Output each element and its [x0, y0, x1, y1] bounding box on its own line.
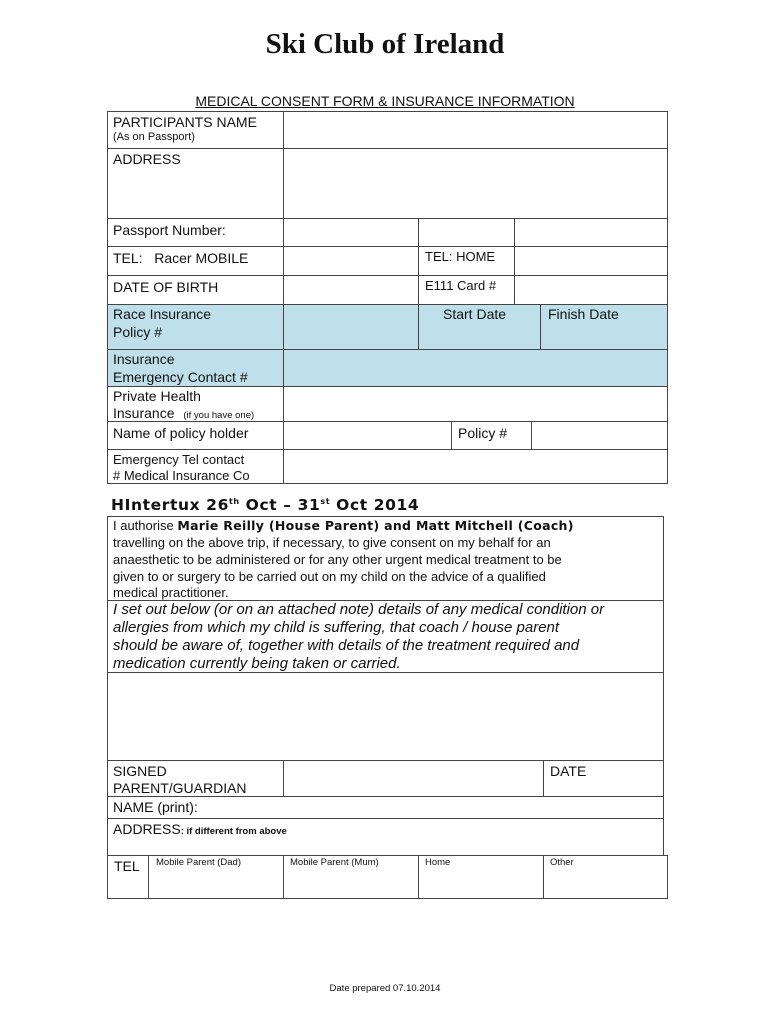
row-divider [107, 818, 664, 819]
mobile-dad-label: Mobile Parent (Dad) [156, 857, 242, 868]
col-divider [283, 111, 284, 484]
insurance-label: Insurance [113, 351, 175, 367]
row-divider [107, 449, 668, 450]
other-label: Other [550, 857, 574, 868]
mobile-mum-field[interactable] [285, 872, 417, 897]
tel-label: TEL [114, 858, 140, 874]
medical-instruction-line: should be aware of, together with details of the treatment required and [113, 637, 580, 654]
emergency-tel-field[interactable] [285, 451, 666, 483]
policy-holder-field[interactable] [285, 423, 450, 448]
col-divider [543, 855, 544, 899]
consent-line: anaesthetic to be administered or for any other urgent medical treatment to be [113, 552, 562, 567]
address-hint: : if different from above [180, 826, 287, 837]
home-tel-field[interactable] [516, 248, 666, 274]
name-print-label: NAME (print): [113, 799, 198, 815]
e111-label: E111 Card # [425, 278, 497, 293]
col-divider [418, 218, 419, 349]
col-divider [540, 304, 541, 349]
trip-heading [111, 496, 419, 514]
policy-number-field[interactable] [533, 423, 666, 448]
parent-guardian-label: PARENT/GUARDIAN [113, 780, 247, 796]
medical-instruction-line: I set out below (or on an attached note) details of any medical condition or [113, 601, 605, 618]
signature-field[interactable] [285, 762, 541, 795]
address-field[interactable] [285, 150, 666, 217]
consent-first-line [113, 518, 574, 535]
consent-line: medical practitioner. [113, 585, 229, 600]
emergency-contact-label: Emergency Contact # [113, 369, 248, 385]
signature-date-field[interactable] [545, 780, 662, 795]
col-divider [283, 760, 284, 796]
start-date-label: Start Date [443, 306, 507, 322]
medical-instruction-line: allergies from which my child is suffering, that coach / house parent [113, 619, 560, 636]
passport-number-field[interactable] [285, 220, 417, 245]
row-divider [107, 148, 668, 149]
trip-heading-b: Oct – 31 [239, 496, 321, 514]
date-prepared: Date prepared 07.10.2014 [329, 983, 441, 994]
emergency-tel-label: Emergency Tel contact [113, 452, 245, 467]
other-phone-field[interactable] [545, 872, 666, 897]
medical-insurance-co-label: # Medical Insurance Co [113, 468, 250, 483]
private-health-insurance-text: Insurance [113, 405, 175, 421]
consent-intro: I authorise [113, 518, 178, 533]
col-divider [543, 760, 544, 796]
mobile-mum-label: Mobile Parent (Mum) [290, 857, 379, 868]
signed-label: SIGNED [113, 763, 167, 779]
address-section-label [113, 820, 287, 841]
date-label: DATE [550, 763, 587, 779]
row-divider [107, 349, 668, 350]
trip-heading-sup2: st [320, 496, 331, 506]
signature-address-label: ADDRESS [113, 821, 181, 837]
consent-line: given to or surgery to be carried out on my child on the advice of a qualified [113, 569, 546, 584]
mobile-dad-field[interactable] [150, 872, 282, 897]
tel-home-label: TEL: HOME [425, 249, 496, 264]
page-title: Ski Club of Ireland [265, 28, 505, 60]
policy-number-label: Policy # [458, 425, 508, 441]
dob-label: DATE OF BIRTH [113, 279, 219, 295]
medical-instruction-line: medication currently being taken or carried. [113, 655, 401, 672]
col-divider [418, 855, 419, 899]
dob-field[interactable] [285, 277, 417, 303]
address-label: ADDRESS [113, 151, 181, 167]
finish-date-label: Finish Date [548, 306, 619, 322]
col-divider [451, 421, 452, 449]
medical-details-field[interactable] [109, 674, 662, 759]
private-health-field[interactable] [285, 388, 666, 420]
col-divider [514, 218, 515, 304]
race-policy-field[interactable] [285, 306, 417, 348]
row-divider [107, 218, 668, 219]
mobile-field[interactable] [285, 248, 417, 274]
participant-name-label: PARTICIPANTS NAME [113, 114, 257, 130]
trip-heading-sup1: th [228, 496, 240, 506]
policy-holder-label: Name of policy holder [113, 425, 249, 441]
private-health-insurance-label [113, 404, 254, 425]
race-policy-label: Policy # [113, 324, 163, 340]
consent-names: Marie Reilly (House Parent) and Matt Mitchell (Coach) [177, 518, 574, 533]
private-health-hint: (if you have one) [183, 410, 255, 421]
trip-heading-c: Oct 2014 [330, 496, 420, 514]
e111-field[interactable] [516, 277, 666, 303]
tel-mobile-label: TEL: Racer MOBILE [113, 250, 249, 266]
form-subtitle: MEDICAL CONSENT FORM & INSURANCE INFORMATION [195, 93, 575, 109]
col-divider [531, 421, 532, 449]
race-insurance-label: Race Insurance [113, 306, 212, 322]
signature-address-field[interactable] [305, 820, 662, 854]
home-label: Home [425, 857, 451, 868]
col-divider [283, 855, 284, 899]
private-health-label: Private Health [113, 388, 201, 404]
trip-heading-a: HIntertux 26 [111, 496, 229, 514]
participant-name-hint: (As on Passport) [113, 131, 195, 143]
home-phone-field[interactable] [420, 872, 542, 897]
emergency-contact-field[interactable] [285, 351, 666, 385]
consent-line: travelling on the above trip, if necessary, to give consent on my behalf for an [113, 535, 551, 550]
passport-label: Passport Number: [113, 222, 226, 238]
row-divider [107, 275, 668, 276]
participant-name-field[interactable] [285, 113, 666, 147]
row-divider [107, 246, 668, 247]
col-divider [148, 855, 149, 899]
name-print-field[interactable] [215, 798, 662, 817]
